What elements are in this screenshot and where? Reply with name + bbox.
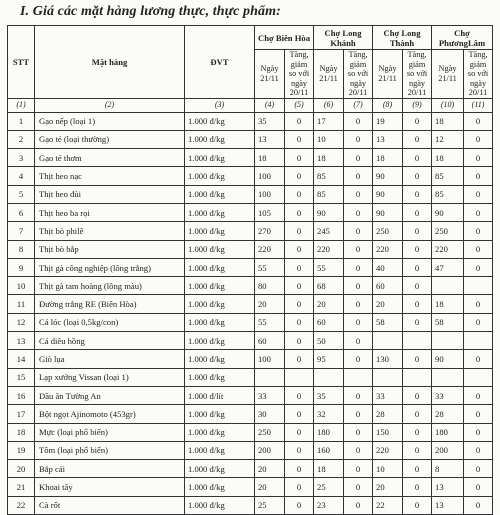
phuonglam-price: 58 [432, 313, 464, 331]
column-number: (3) [185, 98, 255, 112]
longthanh-change: 0 [403, 149, 432, 167]
longkhanh-change: 0 [344, 149, 373, 167]
header-date: Ngày 21/11 [255, 50, 285, 99]
phuonglam-change: 0 [464, 222, 493, 240]
row-stt: 9 [8, 258, 35, 276]
column-number: (11) [464, 98, 493, 112]
bienhoa-price: 250 [255, 423, 285, 441]
header-change: Tăng, giảm so với ngày 20/11 [344, 50, 373, 99]
bienhoa-change: 0 [285, 149, 314, 167]
bienhoa-change: 0 [285, 130, 314, 148]
phuonglam-change: 0 [464, 295, 493, 313]
row-unit: 1.000 đ/kg [185, 112, 255, 130]
row-item: Tôm (loại phổ biến) [35, 441, 185, 459]
column-number: (5) [285, 98, 314, 112]
phuonglam-price: 90 [432, 203, 464, 221]
phuonglam-change: 0 [464, 240, 493, 258]
header-unit: ĐVT [185, 26, 255, 99]
longkhanh-change: 0 [344, 386, 373, 404]
table-row [8, 368, 493, 386]
bienhoa-price: 105 [255, 203, 285, 221]
longthanh-change: 0 [403, 496, 432, 514]
bienhoa-price [255, 368, 285, 386]
longthanh-change: 0 [403, 185, 432, 203]
longkhanh-change: 0 [344, 112, 373, 130]
row-item: Thịt heo nạc [35, 167, 185, 185]
row-item: Bắp cải [35, 460, 185, 478]
longthanh-price: 220 [373, 441, 403, 459]
longkhanh-change: 0 [344, 203, 373, 221]
phuonglam-change: 0 [464, 350, 493, 368]
longkhanh-change: 0 [344, 423, 373, 441]
header-date: Ngày 21/11 [432, 50, 464, 99]
row-stt: 17 [8, 405, 35, 423]
longthanh-change: 0 [403, 441, 432, 459]
bienhoa-change: 0 [285, 185, 314, 203]
phuonglam-price: 12 [432, 130, 464, 148]
longthanh-price: 58 [373, 313, 403, 331]
longkhanh-change: 0 [344, 258, 373, 276]
bienhoa-price: 55 [255, 258, 285, 276]
longkhanh-change: 0 [344, 295, 373, 313]
header-change: Tăng, giảm so với ngày 20/11 [403, 50, 432, 99]
table-row [8, 222, 493, 240]
bienhoa-price: 80 [255, 277, 285, 295]
table-row [8, 130, 493, 148]
row-stt: 7 [8, 222, 35, 240]
row-item: Thịt heo ba rọi [35, 203, 185, 221]
bienhoa-price: 25 [255, 496, 285, 514]
table-row [8, 478, 493, 496]
longkhanh-change: 0 [344, 332, 373, 350]
bienhoa-price: 200 [255, 441, 285, 459]
longthanh-change: 0 [403, 386, 432, 404]
row-stt: 20 [8, 460, 35, 478]
bienhoa-change: 0 [285, 258, 314, 276]
table-row [8, 240, 493, 258]
longkhanh-price: 17 [314, 112, 344, 130]
phuonglam-price: 180 [432, 423, 464, 441]
longthanh-price: 28 [373, 405, 403, 423]
phuonglam-change: 0 [464, 130, 493, 148]
bienhoa-change: 0 [285, 478, 314, 496]
phuonglam-change: 0 [464, 313, 493, 331]
table-row [8, 313, 493, 331]
row-stt: 12 [8, 313, 35, 331]
longthanh-price: 40 [373, 258, 403, 276]
row-stt: 3 [8, 149, 35, 167]
bienhoa-change: 0 [285, 496, 314, 514]
phuonglam-price: 28 [432, 405, 464, 423]
header-date: Ngày 21/11 [373, 50, 403, 99]
bienhoa-price: 20 [255, 460, 285, 478]
phuonglam-change: 0 [464, 203, 493, 221]
row-unit: 1.000 đ/kg [185, 478, 255, 496]
bienhoa-change: 0 [285, 350, 314, 368]
longkhanh-change: 0 [344, 130, 373, 148]
phuonglam-change: 0 [464, 405, 493, 423]
bienhoa-price: 100 [255, 167, 285, 185]
bienhoa-change: 0 [285, 277, 314, 295]
header-item: Mặt hàng [35, 26, 185, 99]
bienhoa-price: 60 [255, 332, 285, 350]
bienhoa-change: 0 [285, 295, 314, 313]
bienhoa-change: 0 [285, 441, 314, 459]
table-row [8, 350, 493, 368]
row-stt: 10 [8, 277, 35, 295]
longkhanh-price: 95 [314, 350, 344, 368]
longthanh-price: 33 [373, 386, 403, 404]
longkhanh-price: 180 [314, 423, 344, 441]
row-stt: 11 [8, 295, 35, 313]
longthanh-price: 13 [373, 130, 403, 148]
row-item: Bột ngọt Ajinomoto (453gr) [35, 405, 185, 423]
phuonglam-change: 0 [464, 386, 493, 404]
longkhanh-change: 0 [344, 222, 373, 240]
row-unit: 1.000 đ/kg [185, 185, 255, 203]
bienhoa-change: 0 [285, 313, 314, 331]
row-item: Mực (loại phổ biến) [35, 423, 185, 441]
bienhoa-change: 0 [285, 112, 314, 130]
column-number: (7) [344, 98, 373, 112]
row-stt: 15 [8, 368, 35, 386]
phuonglam-price [432, 368, 464, 386]
row-unit: 1.000 đ/kg [185, 240, 255, 258]
longthanh-change: 0 [403, 258, 432, 276]
header-change: Tăng, giảm so với ngày 20/11 [285, 50, 314, 99]
header-change: Tăng, giảm so với ngày 20/11 [464, 50, 493, 99]
phuonglam-change: 0 [464, 441, 493, 459]
row-stt: 13 [8, 332, 35, 350]
bienhoa-change: 0 [285, 460, 314, 478]
longkhanh-change: 0 [344, 496, 373, 514]
row-item: Cà rốt [35, 496, 185, 514]
table-row [8, 277, 493, 295]
longkhanh-change: 0 [344, 277, 373, 295]
longkhanh-price: 160 [314, 441, 344, 459]
bienhoa-price: 220 [255, 240, 285, 258]
longkhanh-price: 20 [314, 295, 344, 313]
column-number: (6) [314, 98, 344, 112]
longkhanh-change [344, 368, 373, 386]
bienhoa-price: 13 [255, 130, 285, 148]
row-unit: 1.000 đ/kg [185, 350, 255, 368]
longkhanh-price: 50 [314, 332, 344, 350]
bienhoa-price: 100 [255, 185, 285, 203]
row-unit: 1.000 đ/kg [185, 405, 255, 423]
phuonglam-price: 18 [432, 149, 464, 167]
row-unit: 1.000 đ/kg [185, 496, 255, 514]
longthanh-change [403, 368, 432, 386]
phuonglam-change: 0 [464, 258, 493, 276]
bienhoa-change: 0 [285, 332, 314, 350]
phuonglam-change: 0 [464, 167, 493, 185]
row-unit: 1.000 đ/kg [185, 368, 255, 386]
row-item: Thịt gà công nghiệp (lông trắng) [35, 258, 185, 276]
column-number-row [8, 98, 493, 112]
bienhoa-price: 55 [255, 313, 285, 331]
longthanh-change [403, 332, 432, 350]
row-unit: 1.000 đ/lít [185, 386, 255, 404]
section-title: I. Giá các mặt hàng lương thực, thực phẩm: [20, 4, 281, 19]
longkhanh-price: 55 [314, 258, 344, 276]
row-stt: 22 [8, 496, 35, 514]
row-unit: 1.000 đ/kg [185, 130, 255, 148]
bienhoa-change: 0 [285, 167, 314, 185]
longthanh-price: 19 [373, 112, 403, 130]
bienhoa-price: 35 [255, 112, 285, 130]
longkhanh-price [314, 368, 344, 386]
longthanh-change: 0 [403, 423, 432, 441]
row-item: Khoai tây [35, 478, 185, 496]
bienhoa-price: 270 [255, 222, 285, 240]
longthanh-change: 0 [403, 295, 432, 313]
column-number: (4) [255, 98, 285, 112]
phuonglam-price: 13 [432, 478, 464, 496]
phuonglam-change: 0 [464, 478, 493, 496]
table-row [8, 167, 493, 185]
column-number: (9) [403, 98, 432, 112]
longthanh-price: 60 [373, 277, 403, 295]
header-market-phuonglam: Chợ PhươngLâm [432, 26, 493, 50]
table-row [8, 112, 493, 130]
phuonglam-price: 200 [432, 441, 464, 459]
longkhanh-price: 220 [314, 240, 344, 258]
phuonglam-change: 0 [464, 460, 493, 478]
phuonglam-change [464, 368, 493, 386]
longkhanh-price: 32 [314, 405, 344, 423]
phuonglam-change: 0 [464, 112, 493, 130]
phuonglam-price: 85 [432, 185, 464, 203]
longkhanh-change: 0 [344, 405, 373, 423]
bienhoa-price: 100 [255, 350, 285, 368]
longthanh-price: 220 [373, 240, 403, 258]
header-market-bienhoa: Chợ Biên Hòa [255, 26, 314, 50]
row-item: Thịt bò bắp [35, 240, 185, 258]
phuonglam-price: 47 [432, 258, 464, 276]
row-item: Cá lóc (loại 0,5kg/con) [35, 313, 185, 331]
row-unit: 1.000 đ/kg [185, 295, 255, 313]
longkhanh-price: 60 [314, 313, 344, 331]
phuonglam-price [432, 332, 464, 350]
row-item: Gạo tẻ (loại thường) [35, 130, 185, 148]
table-row [8, 386, 493, 404]
phuonglam-change: 0 [464, 149, 493, 167]
row-item: Gạo nếp (loại 1) [35, 112, 185, 130]
longthanh-change: 0 [403, 130, 432, 148]
row-stt: 6 [8, 203, 35, 221]
longkhanh-change: 0 [344, 240, 373, 258]
longkhanh-price: 68 [314, 277, 344, 295]
longthanh-price: 90 [373, 203, 403, 221]
longkhanh-change: 0 [344, 460, 373, 478]
phuonglam-price: 220 [432, 240, 464, 258]
table-row [8, 185, 493, 203]
phuonglam-price: 18 [432, 295, 464, 313]
row-stt: 8 [8, 240, 35, 258]
longthanh-price: 150 [373, 423, 403, 441]
longkhanh-price: 85 [314, 167, 344, 185]
phuonglam-price: 90 [432, 350, 464, 368]
table-row [8, 332, 493, 350]
longthanh-price: 20 [373, 478, 403, 496]
table-row [8, 460, 493, 478]
row-stt: 14 [8, 350, 35, 368]
bienhoa-price: 33 [255, 386, 285, 404]
longkhanh-change: 0 [344, 441, 373, 459]
row-stt: 4 [8, 167, 35, 185]
longkhanh-price: 23 [314, 496, 344, 514]
row-unit: 1.000 đ/kg [185, 167, 255, 185]
bienhoa-change: 0 [285, 240, 314, 258]
longthanh-price [373, 368, 403, 386]
phuonglam-price: 18 [432, 112, 464, 130]
longkhanh-price: 18 [314, 149, 344, 167]
longkhanh-change: 0 [344, 313, 373, 331]
longthanh-change: 0 [403, 203, 432, 221]
bienhoa-change [285, 368, 314, 386]
row-stt: 2 [8, 130, 35, 148]
row-item: Lạp xưởng Vissan (loại 1) [35, 368, 185, 386]
longthanh-change: 0 [403, 313, 432, 331]
row-item: Dầu ăn Tường An [35, 386, 185, 404]
longkhanh-price: 18 [314, 460, 344, 478]
longthanh-change: 0 [403, 405, 432, 423]
price-table [7, 25, 493, 515]
row-stt: 5 [8, 185, 35, 203]
longthanh-change: 0 [403, 240, 432, 258]
bienhoa-change: 0 [285, 423, 314, 441]
table-row [8, 441, 493, 459]
column-number: (1) [8, 98, 35, 112]
bienhoa-change: 0 [285, 222, 314, 240]
longkhanh-change: 0 [344, 350, 373, 368]
row-unit: 1.000 đ/kg [185, 149, 255, 167]
row-item: Cá diêu hồng [35, 332, 185, 350]
longthanh-price: 250 [373, 222, 403, 240]
longkhanh-price: 85 [314, 185, 344, 203]
phuonglam-change: 0 [464, 185, 493, 203]
longthanh-price: 90 [373, 185, 403, 203]
row-stt: 19 [8, 441, 35, 459]
table-row [8, 295, 493, 313]
bienhoa-price: 20 [255, 478, 285, 496]
phuonglam-price: 13 [432, 496, 464, 514]
column-number: (2) [35, 98, 185, 112]
phuonglam-price: 85 [432, 167, 464, 185]
bienhoa-price: 20 [255, 295, 285, 313]
table-row [8, 203, 493, 221]
longthanh-price [373, 332, 403, 350]
header-date: Ngày 21/11 [314, 50, 344, 99]
row-item: Thịt gà tam hoàng (lông màu) [35, 277, 185, 295]
header-market-longkhanh: Chợ Long Khánh [314, 26, 373, 50]
longthanh-price: 130 [373, 350, 403, 368]
column-number: (8) [373, 98, 403, 112]
row-item: Giò lụa [35, 350, 185, 368]
phuonglam-price: 8 [432, 460, 464, 478]
longthanh-change: 0 [403, 478, 432, 496]
bienhoa-price: 18 [255, 149, 285, 167]
phuonglam-change [464, 277, 493, 295]
table-body [8, 112, 493, 515]
row-unit: 1.000 đ/kg [185, 332, 255, 350]
row-unit: 1.000 đ/kg [185, 203, 255, 221]
longkhanh-change: 0 [344, 185, 373, 203]
longthanh-price: 10 [373, 460, 403, 478]
longthanh-change: 0 [403, 167, 432, 185]
phuonglam-price [432, 277, 464, 295]
longkhanh-price: 10 [314, 130, 344, 148]
table-row [8, 149, 493, 167]
longthanh-price: 90 [373, 167, 403, 185]
row-unit: 1.000 đ/kg [185, 423, 255, 441]
phuonglam-change [464, 332, 493, 350]
header-stt: STT [8, 26, 35, 99]
longthanh-change: 0 [403, 112, 432, 130]
phuonglam-price: 250 [432, 222, 464, 240]
row-stt: 18 [8, 423, 35, 441]
longkhanh-price: 25 [314, 478, 344, 496]
longkhanh-change: 0 [344, 478, 373, 496]
longthanh-change: 0 [403, 222, 432, 240]
row-unit: 1.000 đ/kg [185, 277, 255, 295]
row-unit: 1.000 đ/kg [185, 258, 255, 276]
phuonglam-change: 0 [464, 496, 493, 514]
phuonglam-change: 0 [464, 423, 493, 441]
phuonglam-price: 33 [432, 386, 464, 404]
bienhoa-change: 0 [285, 203, 314, 221]
longthanh-price: 20 [373, 295, 403, 313]
longthanh-price: 18 [373, 149, 403, 167]
longkhanh-change: 0 [344, 167, 373, 185]
table-row [8, 423, 493, 441]
row-unit: 1.000 đ/kg [185, 441, 255, 459]
column-number: (10) [432, 98, 464, 112]
header-market-longthanh: Chợ Long Thành [373, 26, 432, 50]
row-item: Thịt bò philê [35, 222, 185, 240]
row-unit: 1.000 đ/kg [185, 460, 255, 478]
longkhanh-price: 35 [314, 386, 344, 404]
longkhanh-price: 90 [314, 203, 344, 221]
longthanh-change: 0 [403, 350, 432, 368]
row-unit: 1.000 đ/kg [185, 313, 255, 331]
bienhoa-change: 0 [285, 405, 314, 423]
longthanh-change: 0 [403, 460, 432, 478]
row-stt: 16 [8, 386, 35, 404]
row-stt: 1 [8, 112, 35, 130]
longthanh-price: 22 [373, 496, 403, 514]
table-row [8, 496, 493, 514]
bienhoa-change: 0 [285, 386, 314, 404]
longthanh-change: 0 [403, 277, 432, 295]
bienhoa-price: 30 [255, 405, 285, 423]
row-item: Đường trắng RE (Biên Hòa) [35, 295, 185, 313]
row-stt: 21 [8, 478, 35, 496]
longkhanh-price: 245 [314, 222, 344, 240]
table-row [8, 258, 493, 276]
row-item: Thịt heo đùi [35, 185, 185, 203]
table-row [8, 405, 493, 423]
row-unit: 1.000 đ/kg [185, 222, 255, 240]
row-item: Gạo tẻ thơm [35, 149, 185, 167]
